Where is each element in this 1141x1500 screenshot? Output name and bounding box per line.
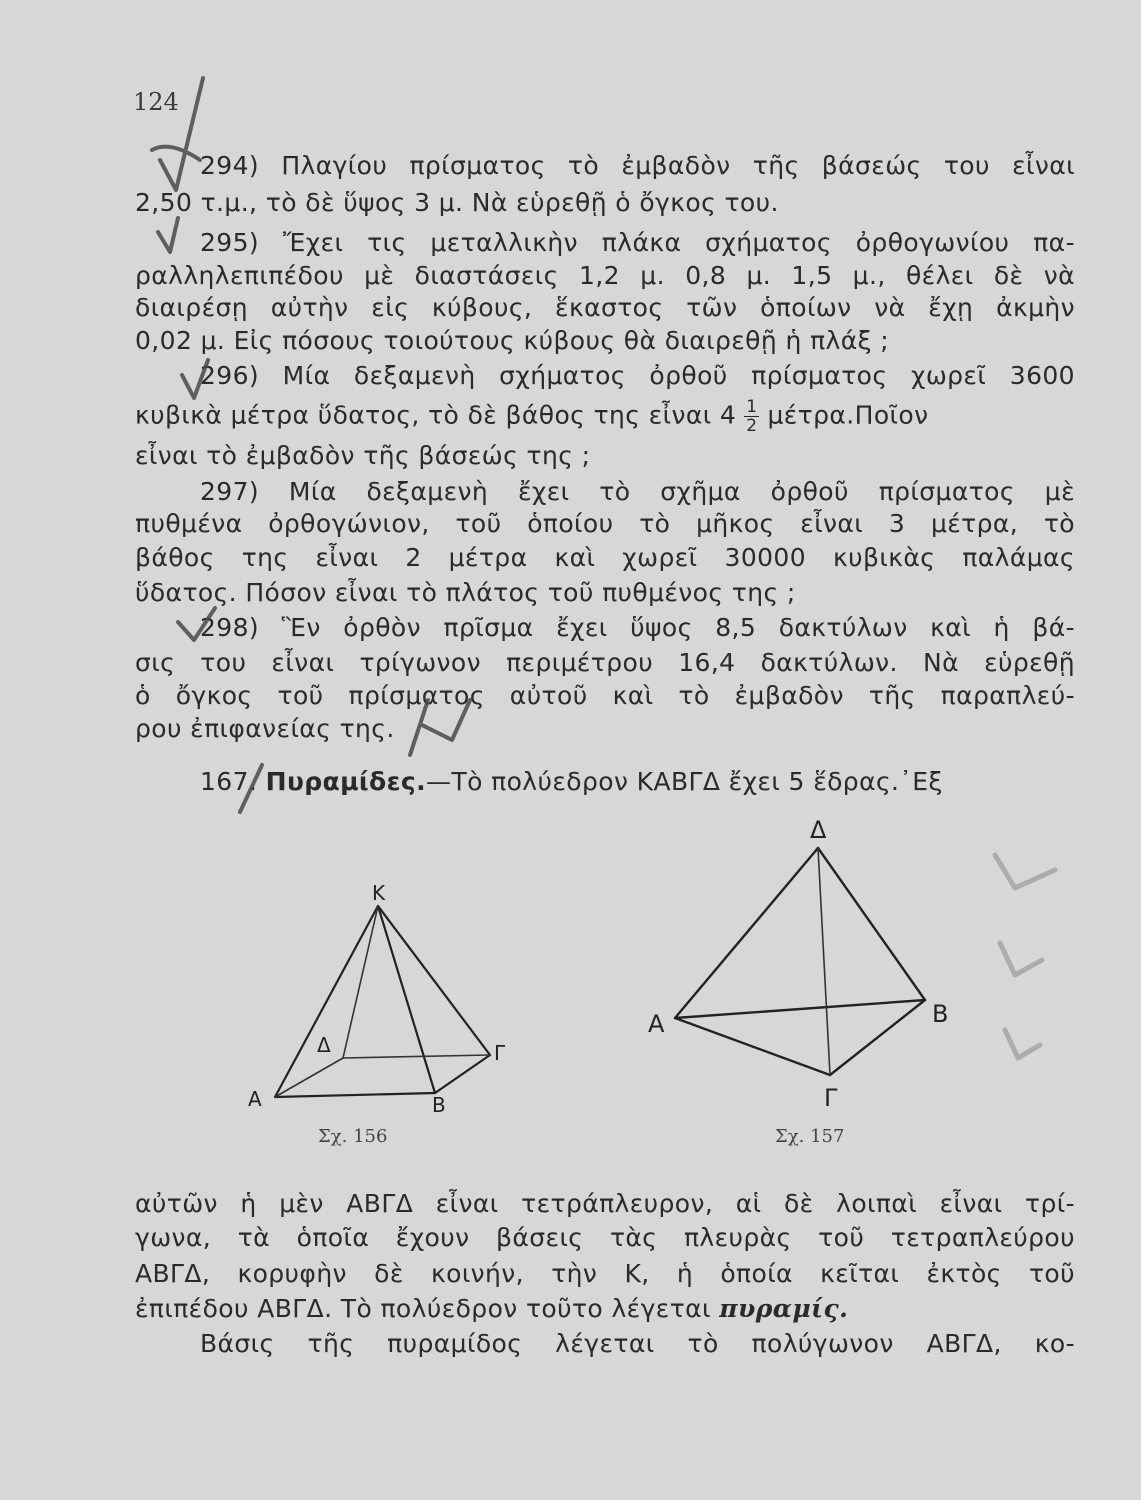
- term-pyramid: πυραμίς.: [719, 1294, 849, 1323]
- faint-check-2-icon: [1000, 943, 1042, 975]
- problem-294-line-1: 294) Πλαγίου πρίσματος τὸ ἐμβαδὸν τῆς βάσεώς του εἶναι: [200, 151, 1075, 180]
- problem-296-line-2: [135, 398, 1075, 435]
- section-intro-text: —Τὸ πολύεδρον ΚΑΒΓΔ ἔχει 5 ἕδρας.᾿Εξ: [426, 767, 943, 796]
- problem-296-line-2-text: κυβικὰ μέτρα ὕδατος, τὸ δὲ βάθος της εἶναι 4: [135, 400, 737, 430]
- body-line-5: Βάσις τῆς πυραμίδος λέγεται τὸ πολύγωνον ΑΒΓΔ, κο-: [200, 1329, 1075, 1358]
- edge-KB: [378, 906, 435, 1093]
- edge-KD: [343, 906, 378, 1058]
- fraction-one-half: [744, 398, 759, 435]
- edge-AB: [275, 1093, 435, 1097]
- problem-298-line-1: 298) Ἓν ὀρθὸν πρῖσμα ἔχει ὕψος 8,5 δακτύλων καὶ ἡ βά-: [200, 613, 1075, 642]
- body-line-4-text: ἐπιπέδου ΑΒΓΔ. Τὸ πολύεδρον τοῦτο λέγεται: [135, 1294, 711, 1323]
- problem-295-line-1: 295) Ἔχει τις μεταλλικὴν πλάκα σχήματος ὀρθογωνίου πα-: [200, 228, 1075, 257]
- edge-DG: [343, 1055, 490, 1058]
- figure-157-tetrahedron: [640, 810, 970, 1110]
- figure-156-pyramid: [240, 870, 520, 1120]
- problem-296-line-1: 296) Μία δεξαμενὴ σχήματος ὀρθοῦ πρίσματος χωρεῖ 3600: [200, 361, 1075, 390]
- vertex-label-A: A: [648, 1010, 665, 1038]
- problem-298-line-4: ρου ἐπιφανείας της.: [135, 714, 395, 743]
- edge-KG: [378, 906, 490, 1055]
- vertex-label-B: B: [432, 1093, 446, 1117]
- body-line-2: γωνα, τὰ ὁποῖα ἔχουν βάσεις τὰς πλευρὰς τοῦ τετραπλεύρου: [135, 1223, 1075, 1252]
- vertex-label-B: B: [932, 1000, 949, 1028]
- section-number: 167.: [200, 767, 258, 796]
- vertex-label-G: Γ: [824, 1084, 838, 1112]
- vertex-label-D: Δ: [317, 1033, 331, 1057]
- problem-297-line-1: 297) Μία δεξαμενὴ ἔχει τὸ σχῆμα ὀρθοῦ πρίσματος μὲ: [200, 477, 1075, 506]
- problem-297-line-3: βάθος της εἶναι 2 μέτρα καὶ χωρεῖ 30000 κυβικὰς παλάμας: [135, 543, 1075, 572]
- vertex-label-A: A: [248, 1087, 262, 1111]
- problem-296-line-2-end: μέτρα.Ποῖον: [767, 400, 929, 430]
- problem-294-line-2: 2,50 τ.μ., τὸ δὲ ὕψος 3 μ. Νὰ εὑρεθῇ ὁ ὄγκος του.: [135, 188, 779, 217]
- body-line-4: [135, 1293, 1075, 1325]
- fraction-denominator: 2: [746, 416, 758, 436]
- problem-295-line-4: 0,02 μ. Εἰς πόσους τοιούτους κύβους θὰ διαιρεθῇ ἡ πλάξ ;: [135, 326, 890, 355]
- problem-298-line-2: σις του εἶναι τρίγωνον περιμέτρου 16,4 δακτύλων. Νὰ εὑρεθῇ: [135, 648, 1075, 677]
- problem-298-line-3: ὁ ὄγκος τοῦ πρίσματος αὐτοῦ καὶ τὸ ἐμβαδὸν τῆς παραπλεύ-: [135, 681, 1075, 710]
- faint-check-1-icon: [995, 855, 1055, 888]
- edge-AB: [675, 1000, 925, 1018]
- edge-DG: [818, 848, 830, 1075]
- vertex-label-G: Γ: [494, 1041, 506, 1065]
- page-number: 124: [133, 88, 179, 116]
- section-heading: [200, 766, 1075, 798]
- problem-297-line-4: ὕδατος. Πόσον εἶναι τὸ πλάτος τοῦ πυθμένος της ;: [135, 578, 796, 607]
- faint-check-3-icon: [1005, 1030, 1040, 1058]
- figure-157-caption: Σχ. 157: [775, 1126, 845, 1147]
- problem-295-line-3: διαιρέσῃ αὐτὴν εἰς κύβους, ἕκαστος τῶν ὁποίων νὰ ἔχῃ ἀκμὴν: [135, 293, 1075, 322]
- vertex-label-K: K: [372, 881, 386, 905]
- problem-296-line-3: εἶναι τὸ ἐμβαδὸν τῆς βάσεώς της ;: [135, 441, 591, 470]
- check-mark-295-icon: [158, 218, 178, 252]
- section-title: Πυραμίδες.: [265, 767, 427, 796]
- edge-DB: [818, 848, 925, 1000]
- pencil-scribble-icon: [152, 147, 200, 160]
- problem-295-line-2: ραλληλεπιπέδου μὲ διαστάσεις 1,2 μ. 0,8 μ. 1,5 μ., θέλει δὲ νὰ: [135, 261, 1075, 290]
- edge-BG: [435, 1055, 490, 1093]
- problem-297-line-2: πυθμένα ὀρθογώνιον, τοῦ ὁποίου τὸ μῆκος εἶναι 3 μέτρα, τὸ: [135, 509, 1075, 538]
- body-line-1: αὐτῶν ἡ μὲν ΑΒΓΔ εἶναι τετράπλευρον, αἱ δὲ λοιπαὶ εἶναι τρί-: [135, 1189, 1075, 1218]
- edge-DA: [675, 848, 818, 1018]
- body-line-3: ΑΒΓΔ, κορυφὴν δὲ κοινήν, τὴν Κ, ἡ ὁποία κεῖται ἐκτὸς τοῦ: [135, 1259, 1075, 1288]
- edge-AG: [675, 1018, 830, 1075]
- fraction-numerator: 1: [746, 397, 758, 417]
- figure-156-caption: Σχ. 156: [318, 1126, 388, 1147]
- vertex-label-D: Δ: [810, 816, 827, 844]
- edge-BG: [830, 1000, 925, 1075]
